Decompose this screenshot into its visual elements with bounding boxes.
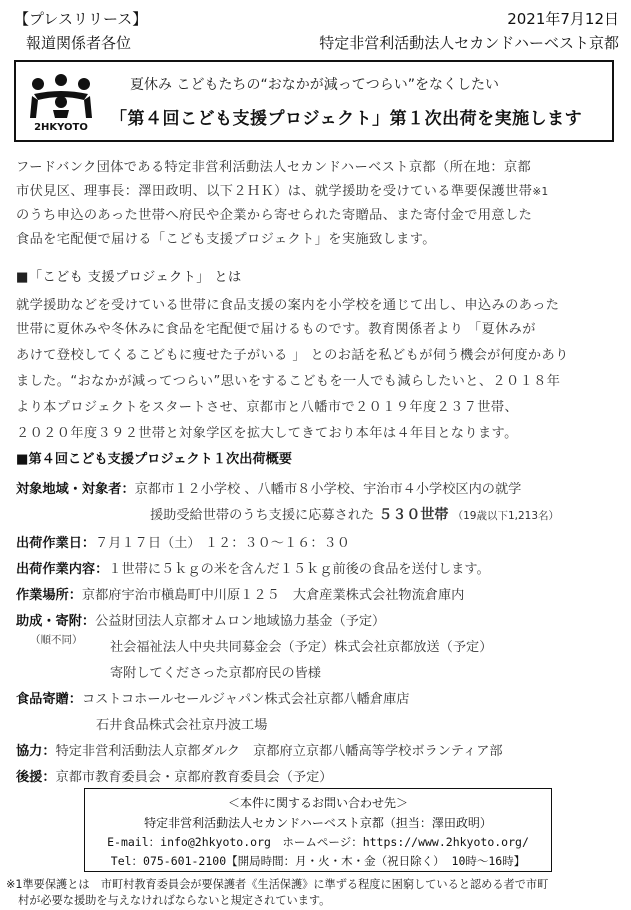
grant-value: 社会福祉法人中央共同募金会（予定）株式会社京都放送（予定） (110, 640, 493, 655)
support-value: 京都市教育委員会・京都府教育委員会（予定） (55, 770, 333, 785)
place-value: 京都府宇治市槇島町中川原１２５ 大倉産業株式会社物流倉庫内 (81, 588, 465, 603)
food-value: コストコホールセールジャパン株式会社京都八幡倉庫店 (81, 692, 410, 707)
logo-people-icon (26, 72, 96, 132)
support-row (16, 766, 333, 785)
about-line: あけて登校してくるこどもに痩せた子がいる 」 とのお話を私どもが伺う機会が何度かあり (16, 348, 569, 363)
grant-value: 寄附してくださった京都府民の皆様 (110, 666, 321, 681)
intro-line: 市伏見区、理事長：澤田政明、以下２ＨＫ）は、就学援助を受けている準要保護世帯※1 (16, 184, 549, 199)
about-heading: ■「こども 支援プロジェクト」 とは (16, 270, 242, 285)
target-count: ５３０世帯 (378, 507, 449, 523)
contact-tel: Tel：075-601-2100【開局時間：月・火・木・金（祝日除く） 10時～16時】 (110, 854, 526, 868)
coop-label: 協力： (16, 744, 56, 759)
release-date: 2021年7月12日 (507, 10, 619, 28)
page-title: 「第４回こども支援プロジェクト」第１次出荷を実施します (110, 109, 583, 129)
intro-line: フードバンク団体である特定非営利活動法人セカンドハーベスト京都（所在地：京都 (16, 160, 532, 175)
place-row (16, 584, 464, 603)
contact-web: E-mail：info@2hkyoto.org ホームページ：https://www.2hkyoto.org/ (107, 835, 529, 849)
coop-row (16, 740, 503, 759)
intro-line: 食品を宅配便で届ける「こども支援プロジェクト」を実施致します。 (16, 232, 436, 247)
content-value: １世帯に５ｋｇの米を含んだ１５ｋｇ前後の食品を送付します。 (108, 562, 490, 577)
footnote-mark: ※1 (532, 186, 549, 198)
footnote-line: ※1準要保護とは 市町村教育委員会が要保護者《生活保護》に準ずる程度に困窮していると認める者で市町 (6, 878, 549, 891)
about-line: より本プロジェクトをスタートさせ、京都市と八幡市で２０１９年度２３７世帯、 (16, 400, 519, 415)
date-row (16, 532, 350, 551)
date-value: ７月１７日（土） １２：３０～１６：３０ (95, 536, 350, 551)
coop-value: 特定非営利活動法人京都ダルク 京都府立京都八幡高等学校ボランティア部 (55, 744, 503, 759)
about-line: ２０２０年度３９２世帯と対象学区を拡大してきており本年は４年目となります。 (16, 426, 518, 441)
intro-line: のうち申込のあった世帯へ府民や企業から寄せられた寄贈品、また寄付金で用意した (16, 208, 533, 223)
about-line: 世帯に夏休みや冬休みに食品を宅配便で届けるものです。教育関係者より 「夏休みが (16, 322, 536, 337)
title-box (14, 60, 614, 142)
place-label: 作業場所： (16, 588, 82, 603)
issuer-org: 特定非営利活動法人セカンドハーベスト京都 (319, 34, 619, 52)
press-release-label: 【プレスリリース】 (14, 10, 148, 28)
title-subtitle: 夏休み こどもたちの“おなかが減ってつらい”をなくしたい (130, 77, 499, 93)
grant-row (16, 610, 385, 629)
contact-heading: ＜本件に関するお問い合わせ先＞ (227, 796, 408, 810)
about-line: ました。“おなかが減ってつらい”思いをするこどもを一人でも減らしたいと、２０１８年 (16, 374, 561, 389)
grant-label: 助成・寄附： (16, 614, 96, 629)
target-note: （19歳以下1,213名） (452, 510, 560, 522)
target-row-2: 援助受給世帯のうち支援に応募された ５３０世帯 （19歳以下1,213名） (150, 507, 560, 523)
food-value: 石井食品株式会社京丹波工場 (96, 718, 268, 733)
overview-heading: ■第４回こども支援プロジェクト１次出荷概要 (16, 452, 292, 467)
footnote-line: 村が必要な援助を与えなければならないと規定されています。 (18, 894, 331, 907)
food-row (16, 688, 409, 707)
content-label: 出荷作業内容： (16, 562, 109, 577)
contact-box (84, 788, 552, 872)
logo-text: 2HKYOTO (34, 122, 88, 132)
grant-value: 公益財団法人京都オムロン地域協力基金（予定） (95, 614, 386, 629)
target-row (16, 478, 521, 497)
target-value: 京都市１２小学校 、八幡市８小学校、宇治市４小学校区内の就学 (134, 482, 522, 497)
target-label: 対象地域・対象者： (16, 482, 135, 497)
date-label: 出荷作業日： (16, 536, 96, 551)
support-label: 後援： (16, 770, 56, 785)
grant-note: （順不同） (30, 634, 83, 646)
food-label: 食品寄贈： (16, 692, 82, 707)
content-row (16, 558, 490, 577)
contact-org: 特定非営利活動法人セカンドハーベスト京都（担当：澤田政明） (144, 816, 492, 830)
addressee: 報道関係者各位 (26, 34, 132, 52)
about-line: 就学援助などを受けている世帯に食品支援の案内を小学校を通じて出し、申込みのあった (16, 298, 560, 313)
